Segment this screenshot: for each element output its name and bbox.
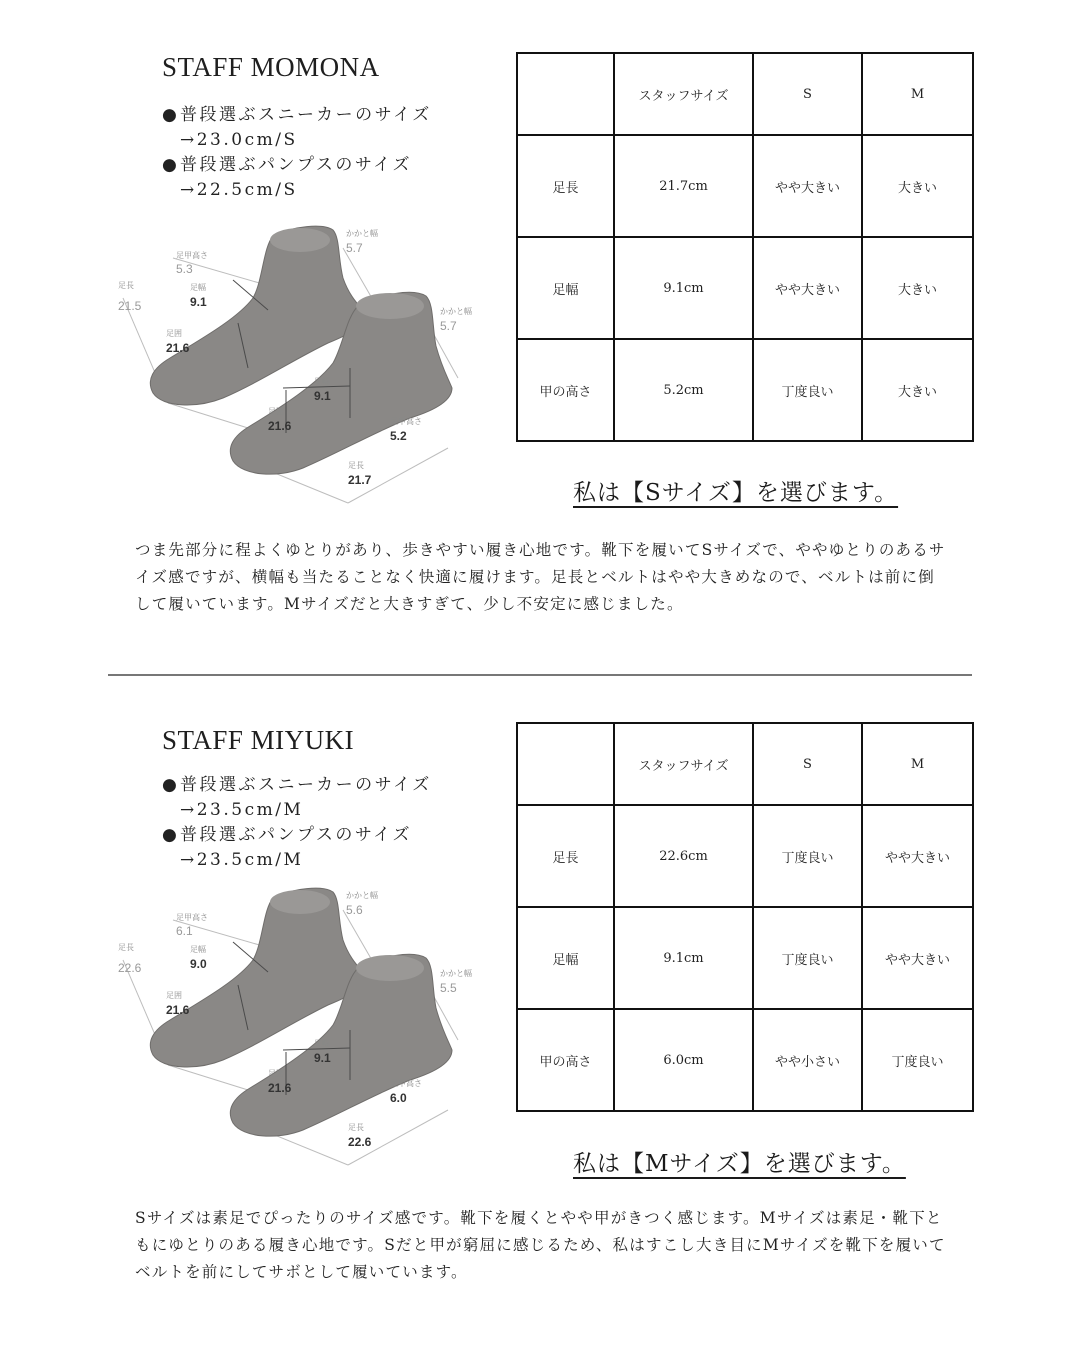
table-header-row [517, 53, 973, 135]
table-header-cell: S [753, 723, 862, 805]
back-girth-label: 足囲 [166, 991, 182, 1000]
front-length-label: 足長 [348, 1123, 364, 1132]
back-girth-label: 足囲 [166, 329, 182, 338]
size-label: 普段選ぶスニーカーのサイズ [180, 775, 432, 795]
back-heel-width-value: 5.7 [346, 241, 363, 255]
usual-sizes [162, 103, 432, 203]
bullet-icon: ● [162, 775, 180, 795]
back-instep-value: 6.1 [176, 924, 193, 938]
size-item [162, 103, 432, 128]
table-cell: 9.1cm [614, 237, 753, 339]
size-label: 普段選ぶパンプスのサイズ [180, 155, 412, 175]
table-header-cell [517, 53, 614, 135]
table-cell: 丁度良い [753, 805, 862, 907]
table-cell: やや大きい [862, 907, 973, 1009]
table-cell: 大きい [862, 339, 973, 441]
table-cell: やや大きい [862, 805, 973, 907]
size-choice: 私は【Mサイズ】を選びます。 [573, 1151, 906, 1177]
table-cell: 丁度良い [753, 907, 862, 1009]
front-width-value: 9.1 [314, 1051, 331, 1065]
size-value: →22.5cm/S [180, 180, 298, 200]
back-heel-width-label: かかと幅 [346, 229, 378, 238]
back-length-value: 22.6 [118, 961, 142, 975]
table-cell: 大きい [862, 237, 973, 339]
table-cell: やや大きい [753, 135, 862, 237]
table-row [517, 135, 973, 237]
front-instep-value: 6.0 [390, 1091, 407, 1105]
fit-comment: Sサイズは素足でぴったりのサイズ感です。靴下を履くとやや甲がきつく感じます。Mサイズは素足・靴下ともにゆとりのある履き心地です。Sだと甲が窮屈に感じるため、私はすこし大き目にMサイズを靴下を履いてベルトを前にしてサボとして履いています。 [135, 1209, 946, 1281]
foot-measurement-illustration [118, 880, 488, 1180]
table-row [517, 805, 973, 907]
table-cell: 6.0cm [614, 1009, 753, 1111]
table-header-cell: スタッフサイズ [614, 723, 753, 805]
table-row [517, 1009, 973, 1111]
front-width-value: 9.1 [314, 389, 331, 403]
back-instep-value: 5.3 [176, 262, 193, 276]
front-heel-width-label: かかと幅 [440, 969, 472, 978]
front-heel-width-label: かかと幅 [440, 307, 472, 316]
size-choice: 私は【Sサイズ】を選びます。 [573, 480, 899, 506]
size-value: →23.5cm/M [180, 800, 304, 820]
table-header-cell: S [753, 53, 862, 135]
table-cell: 9.1cm [614, 907, 753, 1009]
bullet-icon: ● [162, 825, 180, 845]
fit-table [516, 52, 974, 442]
front-instep-label: 足甲高さ [390, 1079, 422, 1088]
table-header-row [517, 723, 973, 805]
table-row [517, 237, 973, 339]
front-heel-width-value: 5.5 [440, 981, 457, 995]
back-girth-value: 21.6 [166, 341, 190, 355]
back-girth-value: 21.6 [166, 1003, 190, 1017]
front-girth-value: 21.6 [268, 419, 292, 433]
bullet-icon: ● [162, 105, 180, 125]
back-length-label: 足長 [118, 943, 134, 952]
back-width-label: 足幅 [190, 945, 206, 954]
back-length-label: 足長 [118, 281, 134, 290]
bullet-icon: ● [162, 155, 180, 175]
front-heel-width-value: 5.7 [440, 319, 457, 333]
table-cell: 22.6cm [614, 805, 753, 907]
back-heel-width-value: 5.6 [346, 903, 363, 917]
usual-sizes [162, 773, 432, 873]
back-heel-width-label: かかと幅 [346, 891, 378, 900]
table-cell: 5.2cm [614, 339, 753, 441]
table-cell: 足幅 [517, 907, 614, 1009]
size-value: →23.5cm/M [180, 850, 304, 870]
fit-comment: つま先部分に程よくゆとりがあり、歩きやすい履き心地です。靴下を履いてSサイズで、ややゆとりのあるサイズ感ですが、横幅も当たることなく快適に履けます。足長とベルトはやや大きめなので、ベルトは前に倒して履いています。Mサイズだと大きすぎて、少し不安定に感じました。 [135, 541, 946, 613]
front-girth-label: 足囲 [268, 407, 284, 416]
back-width-value: 9.1 [190, 295, 207, 309]
size-item [162, 773, 432, 798]
table-cell: 甲の高さ [517, 1009, 614, 1111]
front-width-label: 足幅 [314, 377, 330, 386]
foot-measurement-illustration [118, 218, 488, 518]
size-item [162, 153, 432, 178]
table-cell: 21.7cm [614, 135, 753, 237]
front-width-label: 足幅 [314, 1039, 330, 1048]
table-cell: やや大きい [753, 237, 862, 339]
front-instep-label: 足甲高さ [390, 417, 422, 426]
staff-name: STAFF MIYUKI [162, 725, 355, 755]
back-width-label: 足幅 [190, 283, 206, 292]
staff-section [0, 675, 1080, 1350]
table-row [517, 339, 973, 441]
table-cell: 足長 [517, 135, 614, 237]
table-cell: 甲の高さ [517, 339, 614, 441]
table-cell: 足幅 [517, 237, 614, 339]
front-length-value: 21.7 [348, 473, 372, 487]
front-instep-value: 5.2 [390, 429, 407, 443]
front-length-value: 22.6 [348, 1135, 372, 1149]
back-instep-label: 足甲高さ [176, 913, 208, 922]
back-instep-label: 足甲高さ [176, 251, 208, 260]
table-header-cell: M [862, 53, 973, 135]
size-value: →23.0cm/S [180, 130, 298, 150]
front-girth-label: 足囲 [268, 1069, 284, 1078]
size-label: 普段選ぶパンプスのサイズ [180, 825, 412, 845]
table-cell: 丁度良い [753, 339, 862, 441]
table-cell: 足長 [517, 805, 614, 907]
table-cell: 丁度良い [862, 1009, 973, 1111]
table-cell: 大きい [862, 135, 973, 237]
foot-figure [118, 218, 488, 518]
staff-name: STAFF MOMONA [162, 52, 380, 82]
table-cell: やや小さい [753, 1009, 862, 1111]
table-header-cell [517, 723, 614, 805]
foot-figure [118, 880, 488, 1180]
table-header-cell: スタッフサイズ [614, 53, 753, 135]
size-item [162, 823, 432, 848]
front-girth-value: 21.6 [268, 1081, 292, 1095]
back-length-value: 21.5 [118, 299, 142, 313]
table-row [517, 907, 973, 1009]
table-header-cell: M [862, 723, 973, 805]
fit-table [516, 722, 974, 1112]
size-label: 普段選ぶスニーカーのサイズ [180, 105, 432, 125]
back-width-value: 9.0 [190, 957, 207, 971]
front-length-label: 足長 [348, 461, 364, 470]
